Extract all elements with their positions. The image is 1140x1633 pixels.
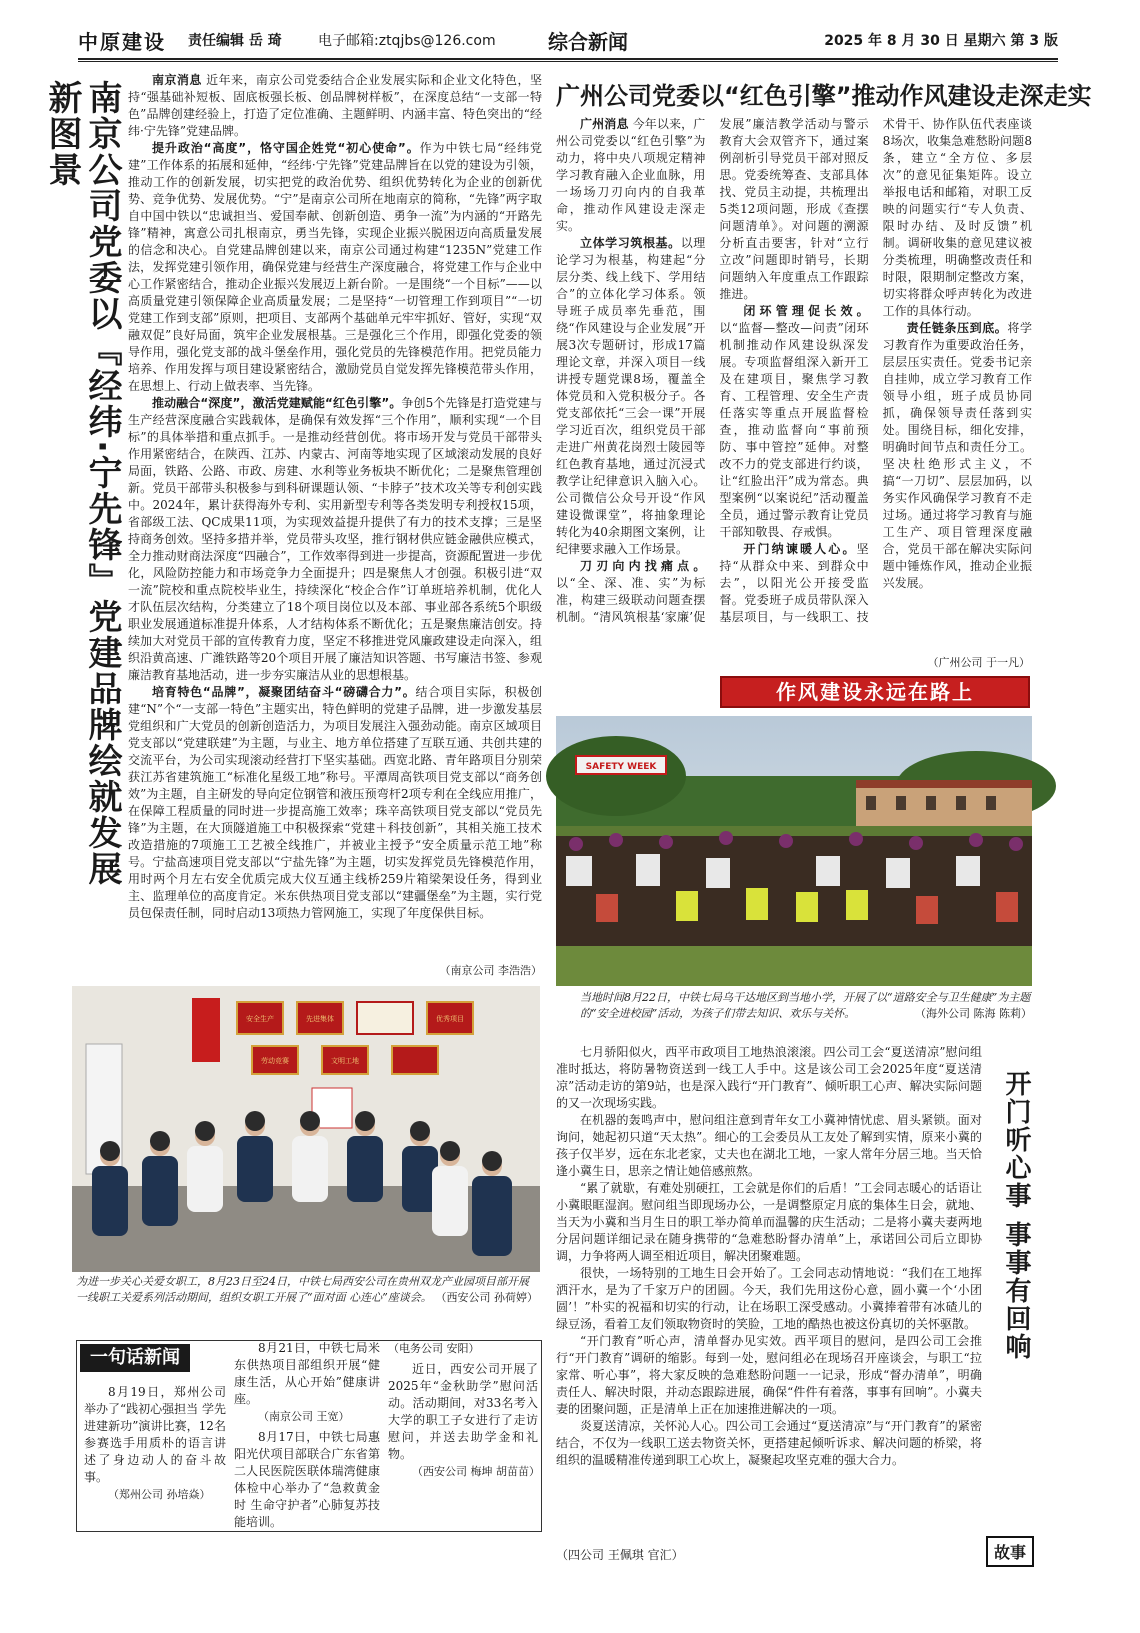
guangzhou-para-1: 今年以来，广州公司党委以“红色引擎”为动力，将中央八项规定精神学习教育融入企业血脉，用一场场刀刃向内的自我革命，推动作风建设走深走实。 (556, 117, 706, 233)
guangzhou-para-5: 坚持“从群众中来、到群众中去”，以阳光公开接受监督。党委班子成员带队深入基层项目，与一线职工、技术骨干、协作队伍代表座谈8场次，收集急难愁盼问题8条，建立“全方位、多层次”的意见征集矩阵。设立举报电话和邮箱，对职工反映的问题实行“专人负责、限时办结、及时反馈”机制。调研收集的意见建议被分类梳理，明确整改责任和时限，限期制定整改方案，切实将群众呼声转化为改进工作的具体行动。 (719, 117, 1032, 624)
guangzhou-para-3: 以“全、深、准、实”为标准，构建三级联动问题查摆机制。“清风筑根基‘家廉’促发展”廉洁教学活动与警示教育大会双管齐下，通过案例剖析引导党员干部对照反思。党委统筹查、支部具体找、党员主动提，共梳理出5类12项问题，形成《查摆问题清单》。对问题的溯源分析直击要害，针对“立行立改”问题即时销号，长期问题纳入年度重点工作跟踪推进。 (556, 117, 869, 624)
uganda-caption-text: 当地时间8月22日，中铁七局乌干达地区到当地小学，开展了以“道路安全与卫生健康”为主题的“安全进校园”活动，为孩子们带去知识、欢乐与关怀。 (580, 991, 1031, 1020)
uganda-photo-caption (580, 990, 1032, 1022)
kaimen-para-1: 七月骄阳似火，西平市政项目工地热浪滚滚。四公司工会“夏送清凉”慰问组准时抵达，将防暑物资送到一线工人手中。这是该公司工会2025年度“夏送清凉”活动走访的第9站，也是深入践行“开门教育”、倾听职工心声、解决实际问题的又一次现场实践。 (556, 1045, 982, 1110)
plaque-text-2: 先进集体 (306, 1015, 334, 1023)
plaque-text-5: 文明工地 (331, 1057, 359, 1065)
one-sentence-item-1 (84, 1384, 226, 1528)
guangzhou-article-body (556, 116, 1032, 654)
nanjing-subhead-3: 培育特色“品牌”，凝聚团结奋斗“磅礴合力”。 (152, 685, 416, 699)
nanjing-article-title: 南京公司党委以『经纬·宁先锋』党建品牌绘就发展新图景 (42, 80, 122, 887)
section-title: 综合新闻 (548, 30, 628, 54)
style-banner: 作风建设永远在路上 (720, 676, 1030, 708)
uganda-photo-banner: SAFETY WEEK (585, 762, 657, 772)
nanjing-byline: （南京公司 李浩浩） (439, 964, 542, 977)
nanjing-para-2: 作为中铁七局“经纬党建”工作体系的拓展和延伸，“经纬·宁先锋”党建品牌旨在以党的建设为引领，推动工作的创新发展，切实把党的政治优势、组织优势转化为企业的创新优势、竞争优势、发展优势。“宁”是南京公司所在地南京的简称，“先锋”两字取自中国中铁以“忠诚担当、爱国奉献、创新创造、勇争一流”为内涵的“开路先锋”精神，寓意公司扎根南京，勇当先锋，实现企业振兴脱困迈向高质量发展的信念和决心。自党建品牌创建以来，南京公司通过构建“1235N”党建工作法，发挥党建引领作用，确保党建与经营生产深度融合，将党建工作与企业中心工作紧密结合，推动企业振兴发展迈上新台阶。一是围绕“一个目标”——以高质量党建引领保障企业高质量发展；二是坚持“一切管理工作到项目”“一切党建工作到支部”原则，把项目、支部两个基础单元牢牢抓好、管好，实现“双融双促”良好局面，筑牢企业发展根基。三是强化三个作用，即强化党委的领导作用，强化党支部的战斗堡垒作用，强化党员的先锋模范作用。把党员能力培养、作用发挥与项目建设紧密结合，激励党员自觉发挥先锋模范带头作用，在思想上、行动上做表率、当先锋。 (128, 141, 542, 393)
kaimen-para-4: 很快，一场特别的工地生日会开始了。工会同志动情地说：“我们在工地挥洒汗水，是为了千家万户的团圆。今天，我们先用这份心意，圆小冀一个‘小团圆’！”朴实的祝福和切实的行动，让在场职工深受感动。小冀捧着带有冰碴儿的绿豆汤，看着工友们领取物资时的笑脸，工地的酷热也被这份真切的关怀驱散。 (556, 1266, 982, 1331)
guangzhou-subhead-5: 责任链条压到底。 (906, 321, 1008, 335)
one-sentence-item-4-credit: （西安公司 梅坤 胡苗苗） (412, 1465, 540, 1478)
guangzhou-subhead-2: 刀刃向内找痛点。 (580, 559, 706, 573)
one-sentence-item-3-credit: （电务公司 安阳） (388, 1342, 480, 1355)
kaimen-para-2: 在机器的轰鸣声中，慰问组注意到青年女工小冀神情忧虑、眉头紧锁。面对询问，她起初只道“天太热”。细心的工会委员从工友处了解到实情，原来小冀的孩子仅半岁，远在东北老家，丈夫也在湖北工地，一家人常年分居三地。当天恰逢小冀生日，思亲之情让她倍感煎熬。 (556, 1113, 982, 1178)
plaque-text-3: 优秀项目 (436, 1015, 464, 1023)
guangzhou-subhead-1: 立体学习筑根基。 (580, 236, 681, 250)
page-header (78, 26, 1058, 62)
kaimen-story-body (556, 1044, 982, 1544)
plaque-text-4: 劳动竞赛 (261, 1057, 289, 1065)
guangzhou-para-6: 将学习教育作为重要政治任务，层层压实责任。党委书记亲自挂帅，成立学习教育工作领导小组，班子成员协同抓，确保领导责任落到实处。围绕目标，细化安排，明确时间节点和责任分工。坚决杜绝形式主义，不搞“一刀切”、层层加码，以务实作风确保学习教育不走过场。通过将学习教育与施工生产、项目管理深度融合，党员干部在解决实际问题中锤炼作风，推动企业振兴发展。 (882, 321, 1032, 590)
guangzhou-subhead-4: 开门纳谏暖人心。 (743, 542, 857, 556)
guangzhou-para-2: 以理论学习为根基，构建起“分层分类、线上线下、学用结合”的立体化学习体系。领导班子成员率先垂范，围绕“作风建设与企业发展”开展3次专题研讨，形成17篇理论文章，并深入项目一线讲授专题党课8场，覆盖全体党员和入党积极分子。各党支部依托“三会一课”开展学习近百次，组织党员干部走进广州黄花岗烈士陵园等红色教育基地，通过沉浸式教学让纪律意识入脑入心。公司微信公众号开设“作风建设微课堂”，将抽象理论转化为40余期图文案例，让纪律要求融入工作场景。 (556, 236, 706, 556)
xian-caption-text: 为进一步关心关爱女职工，8月23日至24日，中铁七局西安公司在贵州双龙产业园项目部开展一线职工关爱系列活动期间，组织女职工开展了“面对面 心连心”座谈会。 (76, 1275, 529, 1304)
story-section-label: 故事 (986, 1536, 1034, 1567)
nanjing-subhead-1: 提升政治“高度”，恪守国企姓党“初心使命”。 (152, 141, 420, 155)
newspaper-brand: 中原建设 (78, 30, 166, 54)
issue-date: 2025 年 8 月 30 日 星期六 第 3 版 (824, 33, 1058, 49)
nanjing-para-3: 争创5个先锋是打造党建与生产经营深度融合实践载体，是确保有效发挥“三个作用”，顺利实现“一个目标”的具体举措和重点抓手。一是推动经营创优。将市场开发与党员干部带头作用紧密结合，在陕西、江苏、内蒙古、河南等地实现了区域滚动发展的良好局面，铁路、公路、市政、房建、水利等业务板块不断优化；二是聚焦管理创新。党员干部带头积极参与到科研课题认领、“卡脖子”技术攻关等专利创实践中。2024年，累计获得海外专利、实用新型专利等各类发明专利授权15项，省部级工法、QC成果11项，为实现效益提升提供了有力的技术支撑；三是坚持商务创效。坚持多措并举，党员带头攻坚，推行钢材供应链金融供应模式，全力推动财商法深度“四融合”，工作效率得到进一步提高，资源配置进一步优化，风险防控能力和市场竞争力全面提升；四是聚焦人才创强。积极引进“双一流”院校和重点院校毕业生，持续深化“校企合作”订单班培养机制，优化人才队伍层次结构，分类建立了18个项目岗位以及本部、事业部各系统5个职级职业发展通道标准提升体系，人才结构体系不断优化；五是聚焦廉洁创安。持续加大对党员干部的宣传教育力度，坚定不移推进党风廉政建设走向深入，组织沿黄高速、广潍铁路等20个项目开展了廉洁知识答题、书写廉洁书签、参观廉洁教育基地活动，进一步夯实廉洁从业的思想根基。 (128, 396, 542, 682)
one-sentence-item-1-credit: （郑州公司 孙培焱） (108, 1488, 211, 1501)
xian-meeting-photo (72, 986, 540, 1272)
editor-email: 电子邮箱:ztqjbs@126.com (318, 33, 496, 49)
editor-credit: 责任编辑 岳 琦 (188, 33, 282, 49)
kaimen-para-3: “累了就歇，有难处别硬扛，工会就是你们的后盾！”工会同志暖心的话语让小冀眼眶湿润。慰问组当即现场办公，一是调整原定月底的集体生日会，就地、当天为小冀和当月生日的职工举办简单而温馨的庆生活动；二是将小冀夫妻两地分居问题详细记录在随身携带的“急难愁盼督办清单”上，承诺回公司后立即协调，力争将两人调至相近项目，解决团聚难题。 (556, 1181, 982, 1263)
guangzhou-para-4: 以“监督—整改—问责”闭环机制推动作风建设纵深发展。专项监督组深入新开工及在建项目，聚焦学习教育、工程管理、安全生产责任落实等重点开展监督检查，推动监督向“事前预防、事中管控”延伸。对整改不力的党支部进行约谈，让“红脸出汗”成为常态。典型案例“以案说纪”活动覆盖全员，通过警示教育让党员干部知敬畏、存戒惧。 (719, 321, 869, 539)
one-sentence-item-2-text: 8月21日，中铁七局米东供热项目部组织开展“健康生活，从心开始”健康讲座。 (234, 1341, 380, 1406)
one-sentence-item-3-text: 8月17日，中铁七局惠阳光伏项目部联合广东省第二人民医院医联体瑞湾健康体检中心举办了“急救黄金时 生命守护者”心肺复苏技能培训。 (234, 1430, 380, 1529)
one-sentence-column-3 (388, 1340, 538, 1530)
guangzhou-dateline: 广州消息 (580, 117, 629, 131)
plaque-text-1: 安全生产 (246, 1015, 274, 1023)
header-rule-thin (78, 61, 1058, 62)
guangzhou-article-title: 广州公司党委以“红色引擎”推动作风建设走深走实 (556, 82, 1092, 110)
kaimen-para-5: “开门教育”听心声，清单督办见实效。西平项目的慰问，是四公司工会推行“开门教育”调研的缩影。每到一处，慰问组必在现场召开座谈会，与职工“拉家常、听心事”，将大家反映的急难愁盼问题一一记录，形成“督办清单”，明确责任人、解决时限，并动态跟踪进展，确保“件件有着落，事事有回响”。小冀夫妻的团聚问题，正是清单上正在加速推进解决的一项。 (556, 1334, 982, 1416)
guangzhou-byline: （广州公司 于一凡） (927, 656, 1030, 669)
nanjing-para-4: 结合项目实际，积极创建“N”个“一支部一特色”主题实出，特色鲜明的党建子品牌，进一步激发基层党组织和广大党员的创新创造活力，为项目发展注入强劲动能。南京区域项目党支部以“党建联建”为主题，与业主、地方单位搭建了互联互通、共创共建的交流平台，为公司实现滚动经营打下坚实基础。西宽北路、青年路项目分别荣获江苏省建筑施工“标准化星级工地”称号。平潭周高铁项目党支部以“商务创效”为主题，自主研发的导向定位钢管和液压预弯杆2项专利在全线应用推广，在保障工程质量的同时进一步提高施工效率；珠辛高铁项目党支部以“党员先锋”为主题，在大顶隧道施工中积极探索“党建＋科技创新”，其相关施工技术改造措施的7项施工工艺被全线推广，并被业主授予“安全质量示范工地”称号。宁盐高速项目党支部以“宁盐先锋”为主题，切实发挥党员先锋模范作用，用时两个月左右安全优质完成大仪互通主线桥259片箱梁架设任务，得到业主、监理单位的高度肯定。米东供热项目党支部以“建疆堡垒”为主题，实行党员包保责任制，同时启动13项热力管网施工，实现了年度保供目标。 (128, 685, 542, 920)
one-sentence-item-4-text: 近日，西安公司开展了2025年“金秋助学”慰问活动。活动期间，对33名考入大学的职工子女进行了走访慰问，并送去助学金和礼物。 (388, 1362, 538, 1461)
one-sentence-column-2 (234, 1340, 380, 1530)
nanjing-article-body (128, 72, 542, 962)
one-sentence-item-2-credit: （南京公司 王宽） (258, 1410, 350, 1423)
guangzhou-subhead-3: 闭环管理促长效。 (743, 304, 869, 318)
xian-caption-credit: （西安公司 孙荷婷） (435, 1291, 538, 1304)
nanjing-subhead-2: 推动融合“深度”，激活党建赋能“红色引擎”。 (152, 396, 402, 410)
kaimen-byline: （四公司 王佩琪 官汇） (556, 1548, 684, 1562)
uganda-caption-credit: （海外公司 陈海 陈莉） (915, 1007, 1032, 1020)
uganda-school-photo (556, 716, 1032, 986)
header-rule (78, 58, 1058, 60)
kaimen-story-title: 开门听心事 事事有回响 (1001, 1070, 1031, 1362)
one-sentence-item-1-text: 8月19日，郑州公司举办了“践初心强担当 学先进建新功”演讲比赛，12名参赛选手用质朴的语言讲述了身边动人的奋斗故事。 (84, 1385, 226, 1484)
nanjing-para-1: 近年来，南京公司党委结合企业发展实际和企业文化特色，坚持“强基础补短板、固底板强长板、创品牌树样板”，在深度总结“一支部一特色”品牌创建经验上，打造了定位准确、主题鲜明、内涵丰富、特色突出的“经纬·宁先锋”党建品牌。 (128, 73, 542, 138)
one-sentence-news-badge: 一句话新闻 (80, 1344, 190, 1372)
xian-photo-caption (76, 1274, 538, 1306)
kaimen-para-6: 炎夏送清凉，关怀沁人心。四公司工会通过“夏送清凉”与“开门教育”的紧密结合，不仅为一线职工送去物资关怀，更搭建起倾听诉求、解决问题的桥梁，将组织的温暖精准传递到职工心坎上，凝聚起攻坚克难的强大合力。 (556, 1419, 982, 1467)
nanjing-dateline: 南京消息 (152, 73, 202, 87)
